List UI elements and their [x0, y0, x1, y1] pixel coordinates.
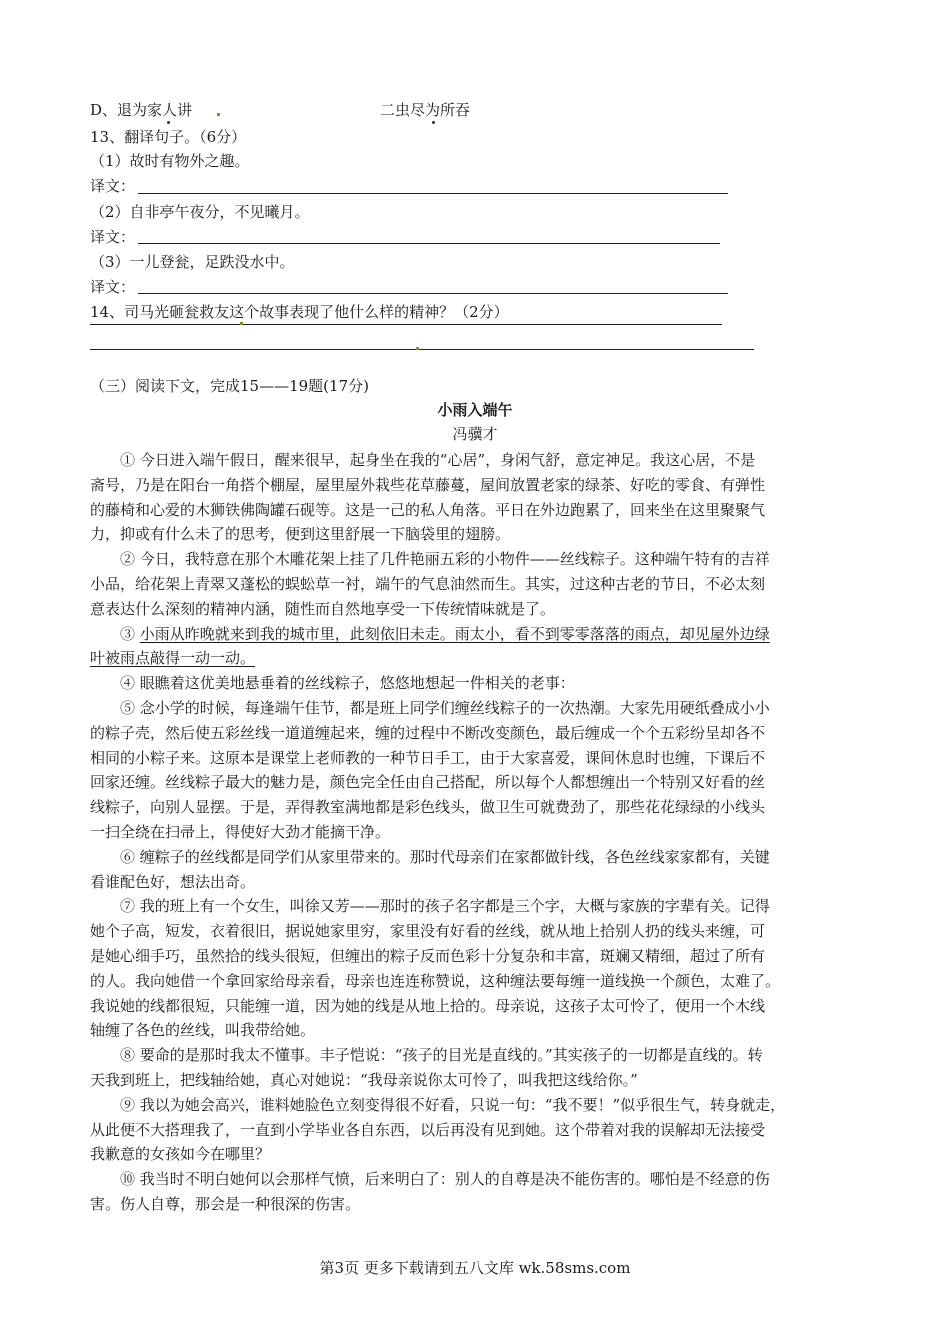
article-line: ② 今日，我特意在那个木雕花架上挂了几件艳丽五彩的小物件——丝线粽子。这种端午特有的吉祥 — [120, 550, 770, 569]
q14-title-underline — [90, 324, 722, 325]
q13-sentence-1: （1）故时有物外之趣。 — [90, 152, 250, 170]
q13-answer-label-1: 译文： — [90, 177, 136, 195]
article-line: 意表达什么深刻的精神内涵，随性而自然地享受一下传统情味就是了。 — [90, 599, 556, 618]
article-line: ⑩ 我当时不明白她何以会那样气愤，后来明白了：别人的自尊是决不能伤害的。哪怕是不经意的伤 — [120, 1170, 770, 1189]
article-author: 冯骥才 — [452, 425, 498, 443]
article-line: 斋号，乃是在阳台一角搭个棚屋，屋里屋外栽些花草藤蔓，屋间放置老家的绿茶、好吃的零食、有弹性 — [90, 475, 766, 494]
article-line: 害。伤人自尊，那会是一种很深的伤害。 — [90, 1195, 361, 1213]
q14-answer-line[interactable] — [90, 349, 754, 350]
article-title: 小雨入端午 — [437, 401, 513, 419]
article-line: 的粽子壳，然后使五彩丝线一道道缠起来，缠的过程中不断改变颜色，最后缠成一个个五彩纷呈却各不 — [90, 723, 766, 742]
page-footer: 第3页 更多下载请到五八文库 wk.58sms.com — [319, 1259, 631, 1277]
answer-line-1[interactable] — [138, 193, 728, 194]
emphasis-dot — [432, 121, 435, 124]
article-line: 的人。我向她借一个拿回家给母亲看，母亲也连连称赞说，这种缠法要每缠一道线换一个颜色，太难了。 — [90, 971, 781, 990]
article-line: 的藤椅和心爱的木狮铁佛陶罐石砚等。这是一己的私人角落。平日在外边跑累了，回来坐在这里聚聚气 — [90, 500, 766, 519]
article-line: ① 今日进入端午假日，醒来很早，起身坐在我的“心居”，身闲气舒，意定神足。我这心居，不是 — [120, 451, 756, 469]
article-line: 她个子高，短发，衣着很旧，据说她家里穷，家里没有好看的丝线，就从地上拾别人扔的线头来缠，可 — [90, 922, 766, 941]
artifact-mark — [240, 322, 243, 325]
answer-line-3[interactable] — [138, 293, 728, 294]
article-line: 小品，给花架上青翠又蓬松的蜈蚣草一衬，端午的气息油然而生。其实，过这种古老的节日，不必太刻 — [90, 575, 766, 593]
article-line: 天我到班上，把线轴给她，真心对她说：“我母亲说你太可怜了，叫我把这线给你。” — [90, 1071, 638, 1089]
article-line: 叶被雨点敲得一动一动。 — [90, 649, 256, 668]
article-line: 相同的小粽子来。这原本是课堂上老师教的一种节日手工，由于大家喜爱，课间休息时也缠，下课后不 — [90, 748, 766, 767]
answer-line-2[interactable] — [138, 243, 720, 244]
article-line: ⑥ 缠粽子的丝线都是同学们从家里带来的。那时代母亲们在家都做针线，各色丝线家家都有，关键 — [120, 847, 770, 866]
article-line: 回家还缠。丝线粽子最大的魅力是，颜色完全任由自己搭配，所以每个人都想缠出一个特别又好看的丝 — [90, 773, 766, 792]
q13-title: 13、翻译句子。（6分） — [90, 128, 247, 146]
article-line: ⑤ 念小学的时候，每逢端午佳节，都是班上同学们缠丝线粽子的一次热潮。大家先用硬纸叠成小小 — [120, 699, 770, 717]
q14-title: 14、司马光砸瓮救友这个故事表现了他什么样的精神？（2分） — [90, 303, 509, 321]
q13-sentence-2: （2）自非亭午夜分，不见曦月。 — [90, 203, 310, 221]
article-line: 我歉意的女孩如今在哪里？ — [90, 1145, 271, 1164]
article-line: ④ 眼瞧着这优美地悬垂着的丝线粽子，悠悠地想起一件相关的老事： — [120, 674, 575, 693]
q12-option-d-left: D、退为家人讲 — [90, 101, 193, 119]
article-line: 看谁配色好，想法出奇。 — [90, 872, 256, 891]
article-line: 一扫全绕在扫帚上，得使好大劲才能摘干净。 — [90, 823, 391, 841]
article-line: 我说她的线都很短，只能缠一道，因为她的线是从地上拾的。母亲说，这孩子太可怜了，便用一个木线 — [90, 996, 766, 1015]
article-line: ③ 小雨从昨晚就来到我的城市里，此刻依旧未走。雨太小，看不到零零落落的雨点，却见屋外边绿 — [120, 624, 770, 643]
article-line: ⑦ 我的班上有一个女生，叫徐又芳——那时的孩子名字都是三个字，大概与家族的字辈有关。记得 — [120, 897, 770, 916]
article-line: ⑧ 要命的是那时我太不懂事。丰子恺说：“孩子的目光是直线的。”其实孩子的一切都是直线的。转 — [120, 1046, 763, 1065]
artifact-mark — [416, 347, 419, 350]
artifact-mark — [217, 113, 220, 116]
section3-heading: （三）阅读下文，完成15——19题(17分) — [90, 377, 369, 395]
q13-sentence-3: （3）一儿登瓮，足跌没水中。 — [90, 253, 295, 271]
article-line: 从此便不大搭理我了，一直到小学毕业各自东西，以后再没有见到她。这个带着对我的误解却无法接受 — [90, 1120, 766, 1139]
q13-answer-label-3: 译文： — [90, 278, 136, 296]
article-line: 线粽子，向别人显摆。于是，弄得教室满地都是彩色线头，做卫生可就费劲了，那些花花绿绿的小线头 — [90, 798, 766, 817]
emphasis-dot — [167, 121, 170, 124]
article-line: 力，抑或有什么未了的思考，便到这里舒展一下脑袋里的翅膀。 — [90, 525, 511, 544]
q13-answer-label-2: 译文： — [90, 228, 136, 246]
article-line: 是她心细手巧，虽然拾的线头很短，但缠出的粽子反而色彩十分复杂和丰富，斑斓又精细，超过了所有 — [90, 947, 766, 965]
article-line: ⑨ 我以为她会高兴，谁料她脸色立刻变得很不好看，只说一句：“我不要！”似乎很生气，转身就走， — [120, 1095, 786, 1114]
article-line: 轴缠了各色的丝线，叫我带给她。 — [90, 1021, 316, 1040]
q12-option-d-right: 二虫尽为所吞 — [380, 101, 471, 119]
